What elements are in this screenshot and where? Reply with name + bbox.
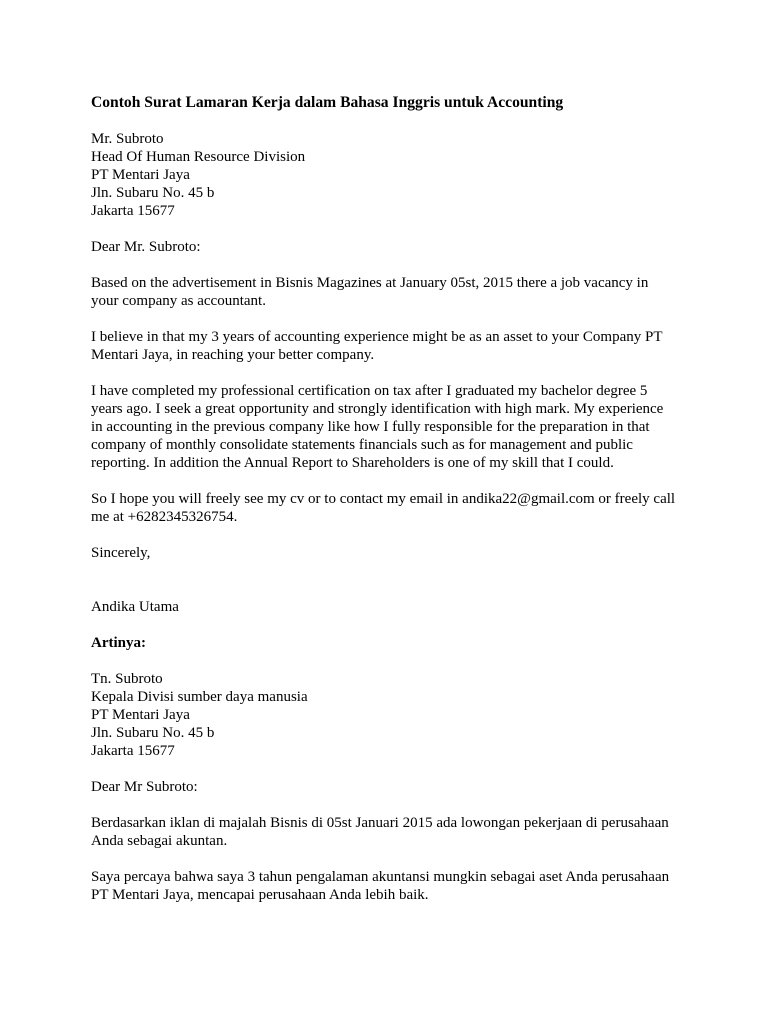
address-line: Jln. Subaru No. 45 b	[91, 185, 215, 201]
paragraph-line: reporting. In addition the Annual Report to Shareholders is one of my skill that I could.	[91, 455, 614, 471]
translation-heading: Artinya:	[91, 635, 146, 651]
paragraph-line: in accounting in the previous company like how I fully responsible for the preparation in that	[91, 419, 650, 435]
paragraph-en-1	[91, 274, 691, 310]
address-line: PT Mentari Jaya	[91, 707, 190, 723]
paragraph-line: I have completed my professional certification on tax after I graduated my bachelor degree 5	[91, 383, 648, 399]
address-line: Tn. Subroto	[91, 671, 163, 687]
address-line: Jakarta 15677	[91, 743, 175, 759]
paragraph-line: Mentari Jaya, in reaching your better company.	[91, 347, 375, 363]
recipient-address-id	[91, 670, 691, 760]
paragraph-line: your company as accountant.	[91, 293, 266, 309]
paragraph-line: So I hope you will freely see my cv or to contact my email in andika22@gmail.com or freely call	[91, 491, 676, 507]
address-line: Jakarta 15677	[91, 203, 175, 219]
paragraph-line: years ago. I seek a great opportunity and strongly identification with high mark. My experience	[91, 401, 664, 417]
paragraph-en-4	[91, 490, 691, 526]
salutation-id: Dear Mr Subroto:	[91, 779, 198, 795]
paragraph-line: Saya percaya bahwa saya 3 tahun pengalaman akuntansi mungkin sebagai aset Anda perusahaan	[91, 869, 670, 885]
paragraph-id-2	[91, 868, 691, 904]
address-line: Mr. Subroto	[91, 131, 164, 147]
address-line: Head Of Human Resource Division	[91, 149, 306, 165]
paragraph-id-1	[91, 814, 691, 850]
document-title: Contoh Surat Lamaran Kerja dalam Bahasa Inggris untuk Accounting	[91, 94, 564, 111]
paragraph-en-2	[91, 328, 691, 364]
address-line: Jln. Subaru No. 45 b	[91, 725, 215, 741]
paragraph-line: Based on the advertisement in Bisnis Magazines at January 05st, 2015 there a job vacancy in	[91, 275, 649, 291]
paragraph-line: company of monthly consolidate statements financials such as for management and public	[91, 437, 633, 453]
paragraph-line: Anda sebagai akuntan.	[91, 833, 228, 849]
signature-name: Andika Utama	[91, 599, 179, 615]
address-line: Kepala Divisi sumber daya manusia	[91, 689, 308, 705]
paragraph-line: me at +6282345326754.	[91, 509, 238, 525]
recipient-address-en	[91, 130, 691, 220]
paragraph-en-3	[91, 382, 691, 472]
address-line: PT Mentari Jaya	[91, 167, 190, 183]
paragraph-line: Berdasarkan iklan di majalah Bisnis di 05st Januari 2015 ada lowongan pekerjaan di perusahaan	[91, 815, 669, 831]
salutation-en: Dear Mr. Subroto:	[91, 239, 201, 255]
paragraph-line: PT Mentari Jaya, mencapai perusahaan Anda lebih baik.	[91, 887, 429, 903]
paragraph-line: I believe in that my 3 years of accounting experience might be as an asset to your Company PT	[91, 329, 663, 345]
letter-body	[91, 94, 691, 922]
closing-phrase: Sincerely,	[91, 545, 151, 561]
